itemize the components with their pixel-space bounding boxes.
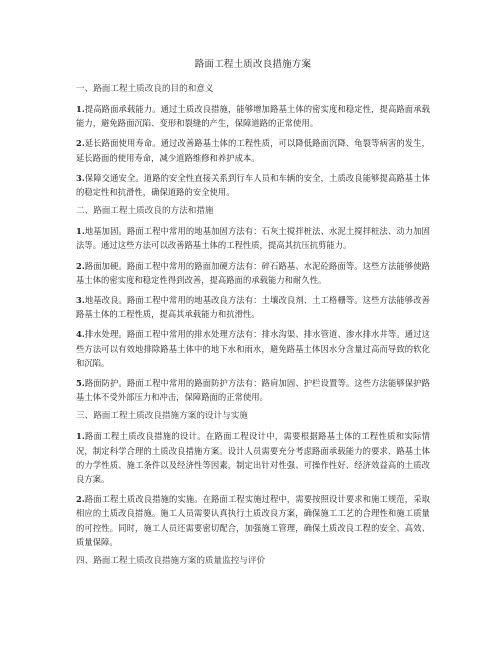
paragraph-text: 路面工程土质改良措施的实施。在路面工程实施过程中，需要按照设计要求和施工规范，采取相应的土质改良措施。施工人员需要认真执行土质改良方案，确保施工工艺的合理性和施工质量的可控性。同时，施工人员还需要密切配合，加强施工管理，确保土质改良工程的安全、高效、质量保障。 <box>76 494 430 547</box>
paragraph <box>76 492 430 549</box>
paragraph-number: 5. <box>76 378 85 389</box>
paragraph <box>76 293 430 321</box>
paragraph <box>76 429 430 486</box>
paragraph-text: 提高路面承载能力。通过土质改良措施，能够增加路基土体的密实度和稳定性，提高路面承载能力，避免路面沉陷、变形和裂缝的产生，保障道路的正常使用。 <box>76 104 430 129</box>
paragraph-text: 排水处理。路面工程中常用的排水处理方法有：排水沟渠、排水管道、渗水排水井等。通过这些方法可以有效地排除路基土体中的地下水和雨水，避免路基土体因水分含量过高而导致的软化和沉陷。 <box>76 329 430 368</box>
document-title: 路面工程土质改良措施方案 <box>194 59 312 70</box>
paragraph-text: 路面防护。路面工程中常用的路面防护方法有：路肩加固、护栏设置等。这些方法能够保护路基土体不受外部压力和冲击，保障路面的正常使用。 <box>76 378 430 403</box>
section-heading: 三、路面工程土质改良措施方案的设计与实施 <box>76 411 248 422</box>
paragraph <box>76 224 430 252</box>
paragraph <box>76 171 430 199</box>
paragraph-text: 延长路面使用寿命。通过改善路基土体的工程性质，可以降低路面沉降、龟裂等病害的发生，延长路面的使用寿命，减少道路维修和养护成本。 <box>76 138 430 163</box>
paragraph-text: 保障交通安全。道路的安全性直接关系到行车人员和车辆的安全，土质改良能够提高路基土体的稳定性和抗滑性，确保道路的安全使用。 <box>76 172 430 198</box>
paragraph-number: 2. <box>76 494 85 505</box>
section-heading: 四、路面工程土质改良措施方案的质量监控与评价 <box>76 556 266 567</box>
paragraph-number: 2. <box>76 138 85 149</box>
paragraph <box>76 259 430 287</box>
paragraph-number: 2. <box>76 260 85 271</box>
paragraph-text: 路面工程土质改良措施的设计。在路面工程设计中，需要根据路基土体的工程性质和实际情况，制定科学合理的土质改良措施方案。设计人员需要充分考虑路面承载能力的要求、路基土体的力学性质、施工条件以及经济性等因素，制定出针对性强、可操作性好、经济效益高的土质改良方案。 <box>76 431 430 485</box>
paragraph <box>76 327 430 370</box>
paragraph-text: 地基加固。路面工程中常用的地基加固方法有：石灰土搅拌桩法、水泥土搅拌桩法、动力加固法等。通过这些方法可以改善路基土体的工程性质，提高其抗压抗剪能力。 <box>76 226 430 251</box>
paragraph-number: 1. <box>76 104 85 114</box>
paragraph-text: 地基改良。路面工程中常用的地基改良方法有：土壤改良剂、土工格栅等。这些方法能够改善路基土体的工程性质，提高其承载能力和抗滑性。 <box>76 295 430 320</box>
paragraph-number: 3. <box>76 172 85 183</box>
section-heading: 二、路面工程土质改良的方法和措施 <box>76 206 214 217</box>
paragraph <box>76 376 430 404</box>
paragraph-number: 3. <box>76 295 85 306</box>
paragraph-number: 4. <box>76 329 85 340</box>
paragraph <box>76 136 430 164</box>
paragraph <box>76 102 430 130</box>
paragraph-number: 1. <box>76 226 85 237</box>
section-heading: 一、路面工程土质改良的目的和意义 <box>76 84 214 94</box>
paragraph-text: 路面加硬。路面工程中常用的路面加硬方法有：碎石路基、水泥砼路面等。这些方法能够使路基土体的密实度和稳定性得到改善，提高路面的承载能力和耐久性。 <box>76 260 430 285</box>
paragraph-number: 1. <box>76 431 85 442</box>
